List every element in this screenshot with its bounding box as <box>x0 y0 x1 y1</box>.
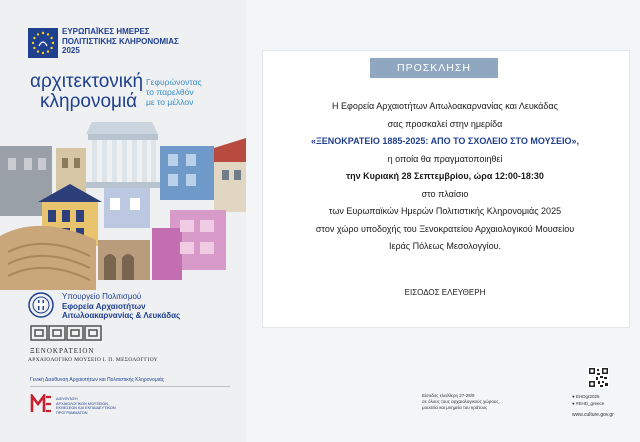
invitation-line: των Ευρωπαϊκών Ημερών Πολιτιστικής Κληρονομιάς 2025 <box>328 206 562 216</box>
eu-title-line: ΠΟΛΙΤΙΣΤΙΚΗΣ ΚΛΗΡΟΝΟΜΙΑΣ <box>62 36 179 46</box>
social-handle-text: #EHD_greece <box>575 400 605 406</box>
me-text-line: ΕΚΘΕΣΕΩΝ ΚΑΙ ΕΚΠΑΙΔΕΥΤΙΚΩΝ <box>56 406 116 411</box>
social-handles <box>572 394 604 407</box>
ephorate-name: Εφορεία Αρχαιοτήτων <box>62 301 146 311</box>
invitation-banner: ΠΡΟΣΚΛΗΣΗ <box>370 58 498 78</box>
general-directorate-text: Γενική Διεύθυνση Αρχαιοτήτων και Πολιτιστικής Κληρονομιάς <box>30 377 165 383</box>
footer-info-line: σε όλους τους αρχαιολογικούς χώρους, <box>422 399 500 404</box>
invitation-line: Η Εφορεία Αρχαιοτήτων Αιτωλοακαρνανίας και Λευκάδας <box>332 101 558 111</box>
me-directorate-logo <box>30 394 52 414</box>
tagline-line: με το μέλλον <box>146 97 194 107</box>
me-text-line: ΑΡΧΑΙΟΛΟΓΙΚΩΝ ΜΟΥΣΕΙΩΝ, <box>56 401 109 406</box>
invitation-line: στο πλαίσιο <box>421 188 469 199</box>
me-text-line: ΔΙΕΥΘΥΝΣΗ <box>56 397 78 401</box>
me-text-line: ΠΡΟΓΡΑΜΜΑΤΩΝ <box>56 410 88 415</box>
eu-heritage-days-title <box>62 27 222 56</box>
eu-title-year: 2025 <box>62 46 80 55</box>
theme-tagline <box>146 77 236 107</box>
qr-code-icon[interactable] <box>588 367 609 388</box>
theme-title-line: αρχιτεκτονική <box>30 71 144 92</box>
tagline-line: Γεφυρώνοντας <box>146 77 202 87</box>
eu-heritage-days-logo <box>28 28 58 58</box>
footer-info <box>422 393 542 411</box>
social-icon: ● <box>572 400 575 406</box>
event-date: την Κυριακή 28 Σεπτεμβρίου, ώρα 12:00-18:30 <box>346 171 544 181</box>
xenokrateio-name: ΞΕΝΟΚΡΑΤΕΙΟΝ <box>30 347 95 355</box>
ministry-name: Υπουργείο Πολιτισμού <box>62 292 142 301</box>
divider <box>30 386 230 387</box>
invitation-body <box>262 98 628 256</box>
invitation-line: στον χώρο υποδοχής του Ξενοκρατείου Αρχαιολογικού Μουσείου <box>315 223 575 234</box>
footer-info-line: μουσεία και μνημεία του κράτους <box>422 405 488 410</box>
social-icon: ● <box>572 394 575 399</box>
social-handle-text: EHDgr2025 <box>575 394 600 399</box>
social-handle[interactable] <box>572 401 604 408</box>
hellenic-seal-icon <box>28 292 54 318</box>
invitation-line: η οποία θα πραγματοποιηθεί <box>387 153 503 164</box>
invitation-line: σας προσκαλεί στην ημερίδα <box>387 118 503 129</box>
ephorate-region: Αιτωλοακαρνανίας & Λευκάδας <box>62 311 181 320</box>
theme-title <box>30 72 143 112</box>
footer-info-line: Είσοδος ελεύθερη 27-28/9 <box>422 393 475 398</box>
eu-title-line: ΕΥΡΩΠΑΪΚΕΣ ΗΜΕΡΕΣ <box>62 27 150 36</box>
ministry-text <box>62 292 242 321</box>
me-directorate-text <box>56 397 146 415</box>
tagline-line: το παρελθόν <box>146 87 194 97</box>
invitation-line: Ιεράς Πόλεως Μεσολογγίου. <box>388 241 502 251</box>
architecture-illustration <box>0 118 246 290</box>
website-link[interactable]: www.culture.gov.gr <box>572 412 614 418</box>
museum-subtitle: ΑΡΧΑΙΟΛΟΓΙΚΟ ΜΟΥΣΕΙΟ Ι. Π. ΜΕΣΟΛΟΓΓΙΟΥ <box>28 357 158 363</box>
poster-panel <box>0 0 246 442</box>
free-entrance-note: ΕΙΣΟΔΟΣ ΕΛΕΥΘΕΡΗ <box>404 288 486 297</box>
event-title: «ΞΕΝΟΚΡΑΤΕΙΟ 1885-2025: ΑΠΟ ΤΟ ΣΧΟΛΕΙΟ ΣΤΟ ΜΟΥΣΕΙΟ», <box>311 136 579 146</box>
theme-title-line: κληρονομιά <box>40 91 138 112</box>
xenokrateio-mark-icon <box>30 325 102 341</box>
